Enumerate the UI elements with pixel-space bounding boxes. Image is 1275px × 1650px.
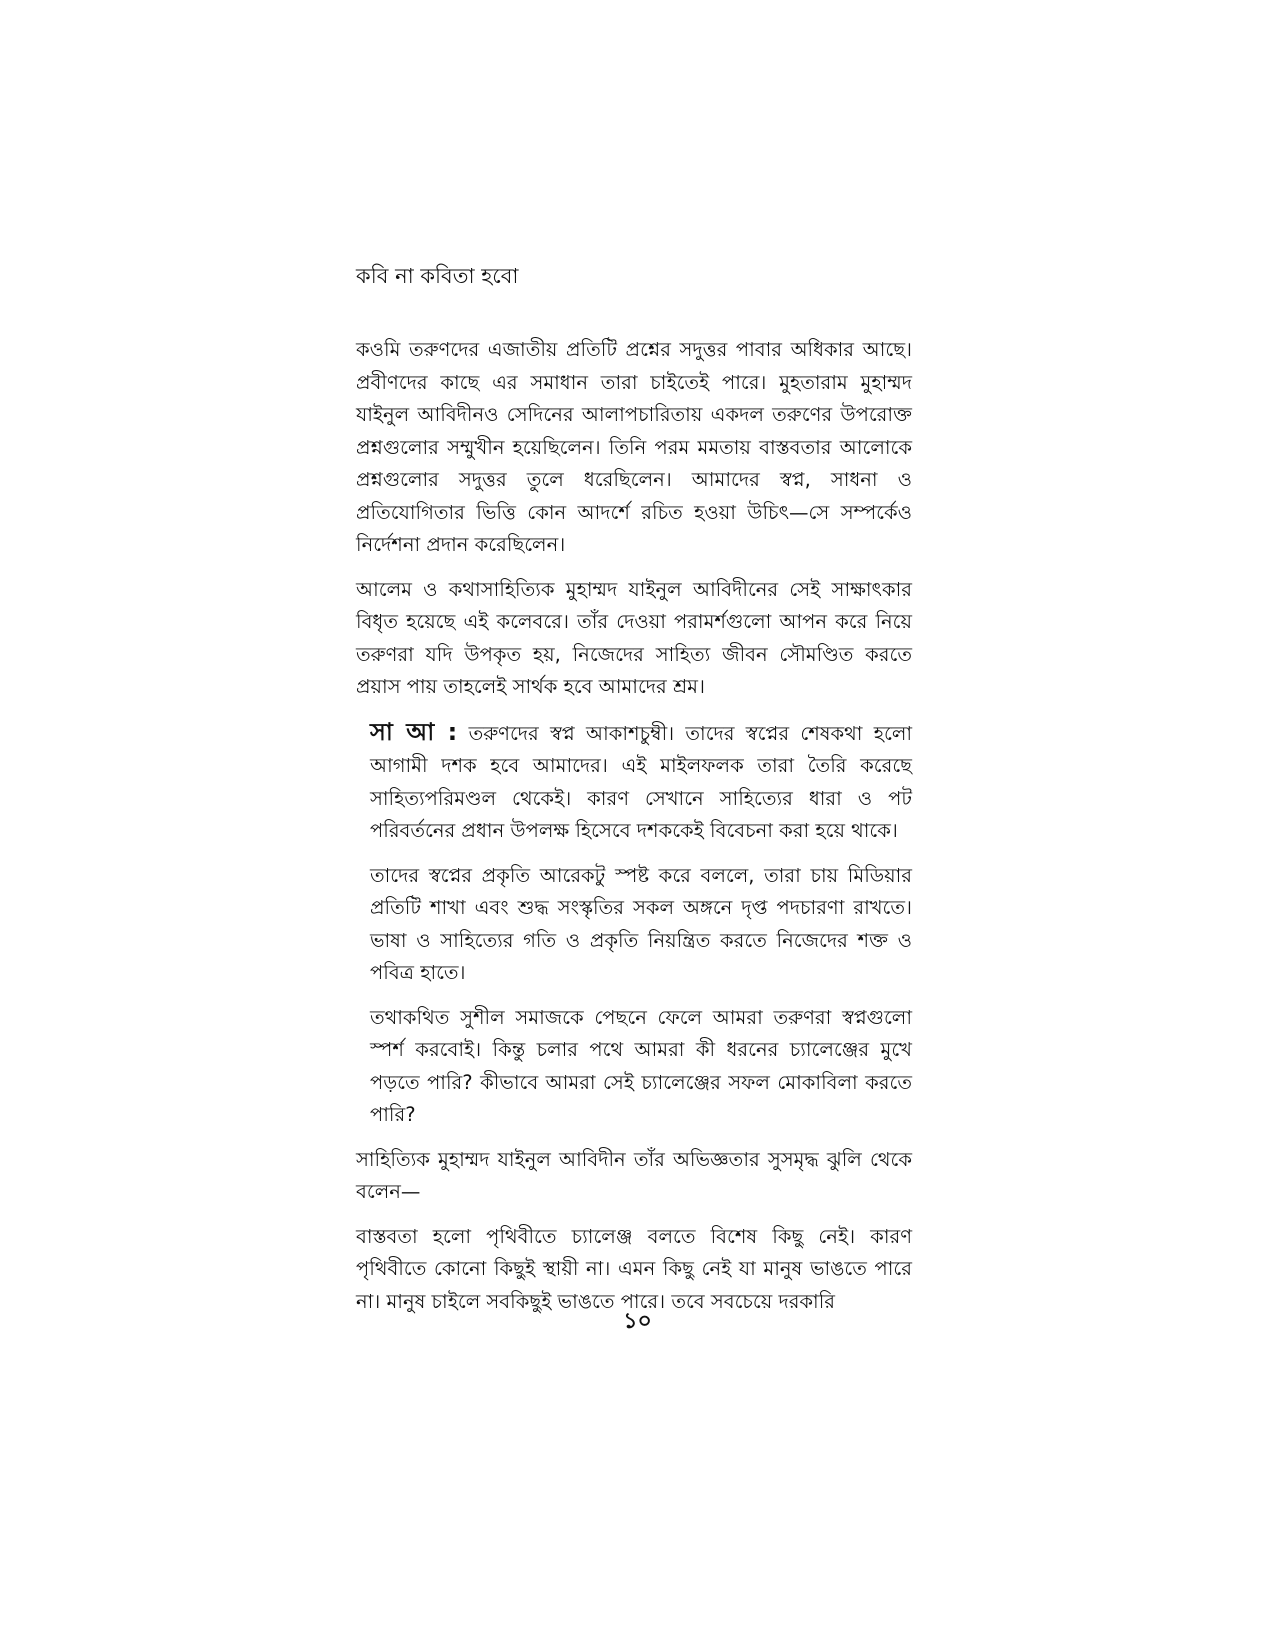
body-text: [356, 334, 912, 1330]
intro-paragraph-1: কওমি তরুণদের এজাতীয় প্রতিটি প্রশ্নের সদুত্তর পাবার অধিকার আছে। প্রবীণদের কাছে এর সমাধান তারা চাইতেই পারে। মুহতারাম মুহাম্মদ যাইনুল আবিদীনও সেদিনের আলাপচারিতায় একদল তরুণের উপরোক্ত প্রশ্নগুলোর সম্মুখীন হয়েছিলেন। তিনি পরম মমতায় বাস্তবতার আলোকে প্রশ্নগুলোর সদুত্তর তুলে ধরেছিলেন। আমাদের স্বপ্ন, সাধনা ও প্রতিযোগিতার ভিত্তি কোন আদর্শে রচিত হওয়া উচিৎ—সে সম্পর্কেও নির্দেশনা প্রদান করেছিলেন।: [356, 338, 912, 556]
question-paragraph-1: [356, 716, 912, 848]
question-text-1: তরুণদের স্বপ্ন আকাশচুম্বী। তাদের স্বপ্নের শেষকথা হলো আগামী দশক হবে আমাদের। এই মাইলফলক তারা তৈরি করেছে সাহিত্যপরিমণ্ডল থেকেই। কারণ সেখানে সাহিত্যের ধারা ও পট পরিবর্তনের প্রধান উপলক্ষ হিসেবে দশককেই বিবেচনা করা হয়ে থাকে।: [370, 721, 912, 842]
question-paragraph-2: তাদের স্বপ্নের প্রকৃতি আরেকটু স্পষ্ট করে বললে, তারা চায় মিডিয়ার প্রতিটি শাখা এবং শুদ্ধ সংস্কৃতির সকল অঙ্গনে দৃপ্ত পদচারণা রাখতে। ভাষা ও সাহিত্যের গতি ও প্রকৃতি নিয়ন্ত্রিত করতে নিজেদের শক্ত ও পবিত্র হাতে।: [370, 863, 912, 984]
page-number: ১০: [623, 1309, 652, 1334]
answer-paragraph: বাস্তবতা হলো পৃথিবীতে চ্যালেঞ্জ বলতে বিশেষ কিছু নেই। কারণ পৃথিবীতে কোনো কিছুই স্থায়ী না। এমন কিছু নেই যা মানুষ ভাঙতে পারে না। মানুষ চাইলে সবকিছুই ভাঙতে পারে। তবে সবচেয়ে দরকারি: [356, 1224, 912, 1313]
running-title: কবি না কবিতা হবো: [356, 264, 519, 288]
question-label: সা আ :: [370, 717, 458, 746]
answer-intro: সাহিত্যিক মুহাম্মদ যাইনুল আবিদীন তাঁর অভিজ্ঞতার সুসমৃদ্ধ ঝুলি থেকে বলেন—: [356, 1147, 912, 1203]
question-paragraph-3: তথাকথিত সুশীল সমাজকে পেছনে ফেলে আমরা তরুণরা স্বপ্নগুলো স্পর্শ করবোই। কিন্তু চলার পথে আমরা কী ধরনের চ্যালেঞ্জের মুখে পড়তে পারি? কীভাবে আমরা সেই চ্যালেঞ্জের সফল মোকাবিলা করতে পারি?: [370, 1005, 912, 1126]
intro-paragraph-2: আলেম ও কথাসাহিত্যিক মুহাম্মদ যাইনুল আবিদীনের সেই সাক্ষাৎকার বিধৃত হয়েছে এই কলেবরে। তাঁর দেওয়া পরামর্শগুলো আপন করে নিয়ে তরুণরা যদি উপকৃত হয়, নিজেদের সাহিত্য জীবন সৌমণ্ডিত করতে প্রয়াস পায় তাহলেই সার্থক হবে আমাদের শ্রম।: [356, 577, 912, 698]
